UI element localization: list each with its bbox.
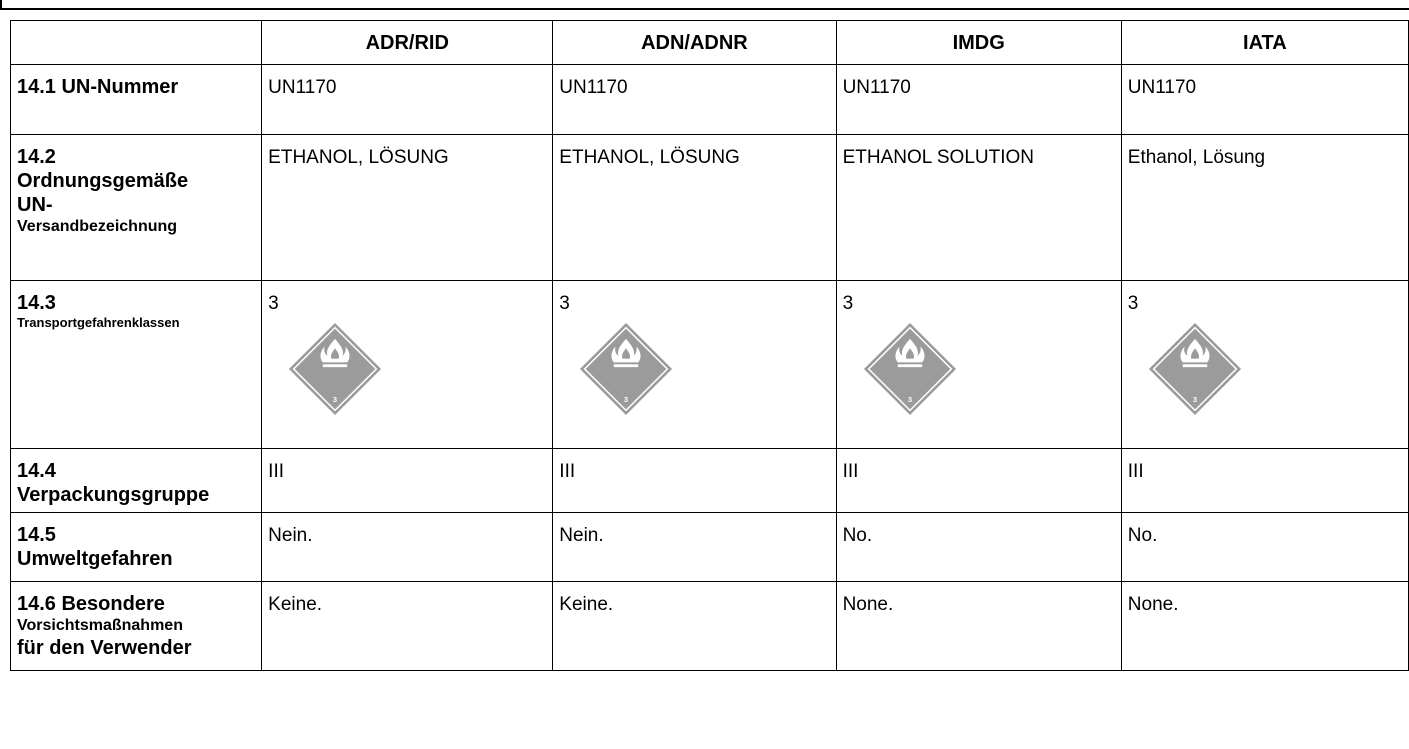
hazard-class-number: 3 bbox=[333, 394, 338, 404]
header-adn-adnr: ADN/ADNR bbox=[553, 21, 836, 65]
row-label-text: 14.1 UN-Nummer bbox=[17, 76, 179, 98]
row-label-text: 14.2 bbox=[17, 146, 56, 168]
row-label-shipping-name bbox=[11, 135, 262, 281]
row-label-text: UN- bbox=[17, 194, 53, 216]
hazard-class-value: 3 bbox=[268, 293, 279, 314]
row-label-environment bbox=[11, 513, 262, 582]
table-cell: None. bbox=[836, 582, 1121, 671]
row-label-text: Verpackungsgruppe bbox=[17, 484, 210, 506]
row-label-text: 14.6 Besondere bbox=[17, 593, 165, 615]
row-label-text: Ordnungsgemäße bbox=[17, 170, 189, 192]
hazard-cell bbox=[1121, 281, 1408, 449]
row-label-text: Vorsichtsmaßnahmen bbox=[17, 617, 183, 634]
hazard-cell bbox=[553, 281, 836, 449]
header-empty bbox=[11, 21, 262, 65]
table-cell: Nein. bbox=[553, 513, 836, 582]
row-label-hazard-class bbox=[11, 281, 262, 449]
table-cell: UN1170 bbox=[262, 65, 553, 135]
table-cell: Keine. bbox=[553, 582, 836, 671]
table-row bbox=[11, 582, 1409, 671]
hazard-class-value: 3 bbox=[842, 293, 854, 314]
row-label-text: 14.4 bbox=[17, 460, 56, 482]
row-label-text: 14.5 bbox=[17, 524, 56, 546]
flammable-liquid-icon bbox=[288, 322, 548, 423]
table-cell: ETHANOL, LÖSUNG bbox=[262, 135, 553, 281]
row-label-text: für den Verwender bbox=[17, 637, 192, 659]
hazard-class-number: 3 bbox=[624, 394, 629, 404]
flammable-liquid-icon bbox=[579, 322, 831, 423]
table-cell: III bbox=[836, 449, 1121, 513]
flammable-liquid-icon bbox=[1148, 322, 1404, 423]
row-label-text: 14.3 bbox=[17, 292, 56, 314]
row-label-text: Umweltgefahren bbox=[17, 548, 173, 570]
header-adr-rid: ADR/RID bbox=[262, 21, 553, 65]
header-iata: IATA bbox=[1121, 21, 1408, 65]
hazard-class-value: 3 bbox=[559, 293, 570, 314]
table-cell: Nein. bbox=[262, 513, 553, 582]
hazard-cell bbox=[836, 281, 1121, 449]
table-cell: No. bbox=[836, 513, 1121, 582]
table-cell: None. bbox=[1121, 582, 1408, 671]
table-row bbox=[11, 513, 1409, 582]
table-cell: UN1170 bbox=[836, 65, 1121, 135]
page-top-rule bbox=[0, 8, 1409, 10]
table-cell: Ethanol, Lösung bbox=[1121, 135, 1408, 281]
hazard-class-number: 3 bbox=[1192, 394, 1197, 404]
row-label-text: Versandbezeichnung bbox=[17, 218, 178, 235]
flammable-liquid-icon bbox=[863, 322, 1117, 423]
table-cell: No. bbox=[1121, 513, 1408, 582]
table-cell: Keine. bbox=[262, 582, 553, 671]
table-cell: ETHANOL SOLUTION bbox=[836, 135, 1121, 281]
row-label-packing-group bbox=[11, 449, 262, 513]
table-header-row bbox=[11, 21, 1409, 65]
table-row bbox=[11, 449, 1409, 513]
table-row bbox=[11, 135, 1409, 281]
table-cell: III bbox=[1121, 449, 1408, 513]
table-cell: III bbox=[262, 449, 553, 513]
table-cell: UN1170 bbox=[1121, 65, 1408, 135]
table-row bbox=[11, 65, 1409, 135]
row-label-un-number bbox=[11, 65, 262, 135]
hazard-class-number: 3 bbox=[907, 394, 912, 404]
table-cell: III bbox=[553, 449, 836, 513]
row-label-precautions bbox=[11, 582, 262, 671]
table-cell: ETHANOL, LÖSUNG bbox=[553, 135, 836, 281]
hazard-cell bbox=[262, 281, 553, 449]
transport-info-table bbox=[10, 20, 1409, 671]
table-row bbox=[11, 281, 1409, 449]
table-cell: UN1170 bbox=[553, 65, 836, 135]
hazard-class-value: 3 bbox=[1127, 293, 1139, 314]
header-imdg: IMDG bbox=[836, 21, 1121, 65]
row-label-text: Transportgefahrenklassen bbox=[17, 315, 180, 330]
